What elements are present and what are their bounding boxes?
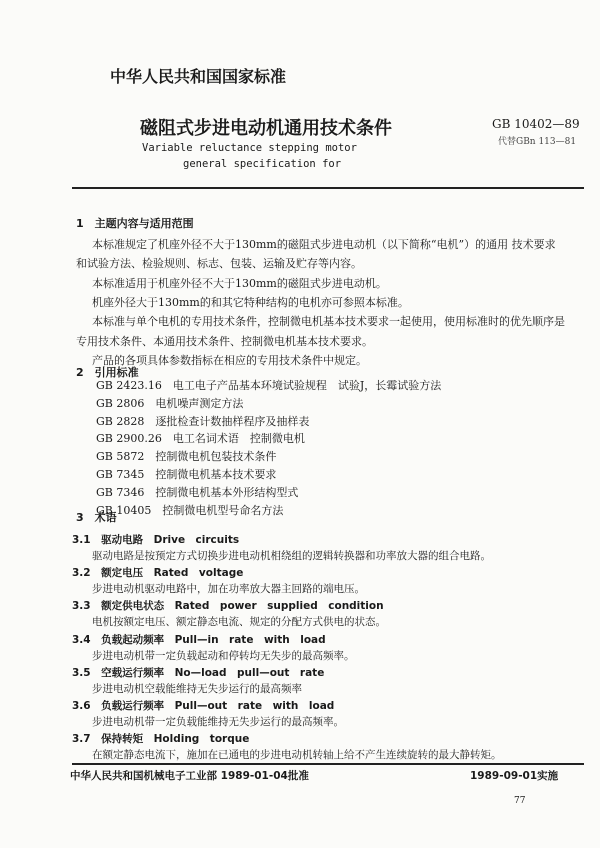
standard-number: GB 10402—89 xyxy=(492,117,580,131)
term-definition: 步进电动机驱动电路中，加在功率放大器主回路的端电压。 xyxy=(92,583,365,596)
reference-item: GB 5872 控制微电机包装技术条件 xyxy=(96,450,277,464)
term-heading: 3.3 额定供电状态 Rated power supplied condition xyxy=(72,600,384,613)
section-1-heading: 1 主题内容与适用范围 xyxy=(76,217,194,230)
section-3-heading: 3 术语 xyxy=(76,511,117,524)
reference-item: GB 2806 电机噪声测定方法 xyxy=(96,396,244,410)
section-2-heading: 2 引用标准 xyxy=(76,366,139,379)
term-heading: 3.1 驱动电路 Drive circuits xyxy=(72,534,240,546)
term-definition: 步进电动机空载能维持无失步运行的最高频率 xyxy=(92,682,302,695)
term-heading: 3.7 保持转矩 Holding torque xyxy=(72,733,250,746)
header-rule xyxy=(72,187,584,189)
reference-item: GB 2828 逐批检查计数抽样程序及抽样表 xyxy=(96,414,310,428)
reference-item: GB 7345 控制微电机基本技术要求 xyxy=(96,468,277,481)
page-number: 77 xyxy=(514,796,526,806)
implementation-date: 1989-09-01实施 xyxy=(470,770,559,782)
issuing-body: 中华人民共和国国家标准 xyxy=(110,67,287,86)
paragraph-line: 和试验方法、检验规则、标志、包装、运输及贮存等内容。 xyxy=(76,257,362,271)
term-definition: 在额定静态电流下，施加在已通电的步进电动机转轴上给不产生连续旋转的最大静转矩。 xyxy=(92,749,502,762)
english-title-line-1: Variable reluctance stepping motor xyxy=(142,142,357,154)
paragraph-line: 机座外径大于130mm的和其它特种结构的电机亦可参照本标准。 xyxy=(92,295,409,309)
approval-line: 中华人民共和国机械电子工业部 1989-01-04批准 xyxy=(70,770,309,782)
reference-item: GB 7346 控制微电机基本外形结构型式 xyxy=(96,485,299,499)
term-heading: 3.2 额定电压 Rated voltage xyxy=(72,567,244,580)
paragraph-line: 本标准适用于机座外径不大于130mm的磁阻式步进电动机。 xyxy=(92,276,387,290)
term-definition: 步进电动机带一定负载起动和停转均无失步的最高频率。 xyxy=(92,649,355,662)
term-definition: 驱动电路是按预定方式切换步进电动机相绕组的逻辑转换器和功率放大器的组合电路。 xyxy=(92,550,491,562)
paragraph-line: 产品的各项具体参数指标在相应的专用技术条件中规定。 xyxy=(92,353,367,367)
replaces-note: 代替GBn 113—81 xyxy=(498,137,577,147)
paragraph-line: 专用技术条件、本通用技术条件、控制微电机基本技术要求。 xyxy=(76,334,373,348)
term-definition: 电机按额定电压、额定静态电流、规定的分配方式供电的状态。 xyxy=(92,616,386,629)
term-heading: 3.6 负载运行频率 Pull—out rate with load xyxy=(72,700,335,712)
term-heading: 3.5 空载运行频率 No—load pull—out rate xyxy=(72,666,325,679)
paragraph-line: 本标准与单个电机的专用技术条件，控制微电机基本技术要求一起使用，使用标准时的优先顺序是 xyxy=(92,315,565,329)
document-title: 磁阻式步进电动机通用技术条件 xyxy=(140,118,392,139)
paragraph-line: 本标准规定了机座外径不大于130mm的磁阻式步进电动机（以下简称“电机”）的通用 技术要求 xyxy=(92,238,556,251)
term-heading: 3.4 负载起动频率 Pull—in rate with load xyxy=(72,633,326,646)
footer-rule xyxy=(72,763,584,765)
english-title-line-2: general specification for xyxy=(183,158,342,170)
term-definition: 步进电动机带一定负载能维持无失步运行的最高频率。 xyxy=(92,716,344,728)
reference-item: GB 2900.26 电工名词术语 控制微电机 xyxy=(96,432,305,446)
reference-item: GB 10405 控制微电机型号命名方法 xyxy=(96,503,284,517)
reference-item: GB 2423.16 电工电子产品基本环境试验规程 试验J，长霉试验方法 xyxy=(96,379,442,392)
